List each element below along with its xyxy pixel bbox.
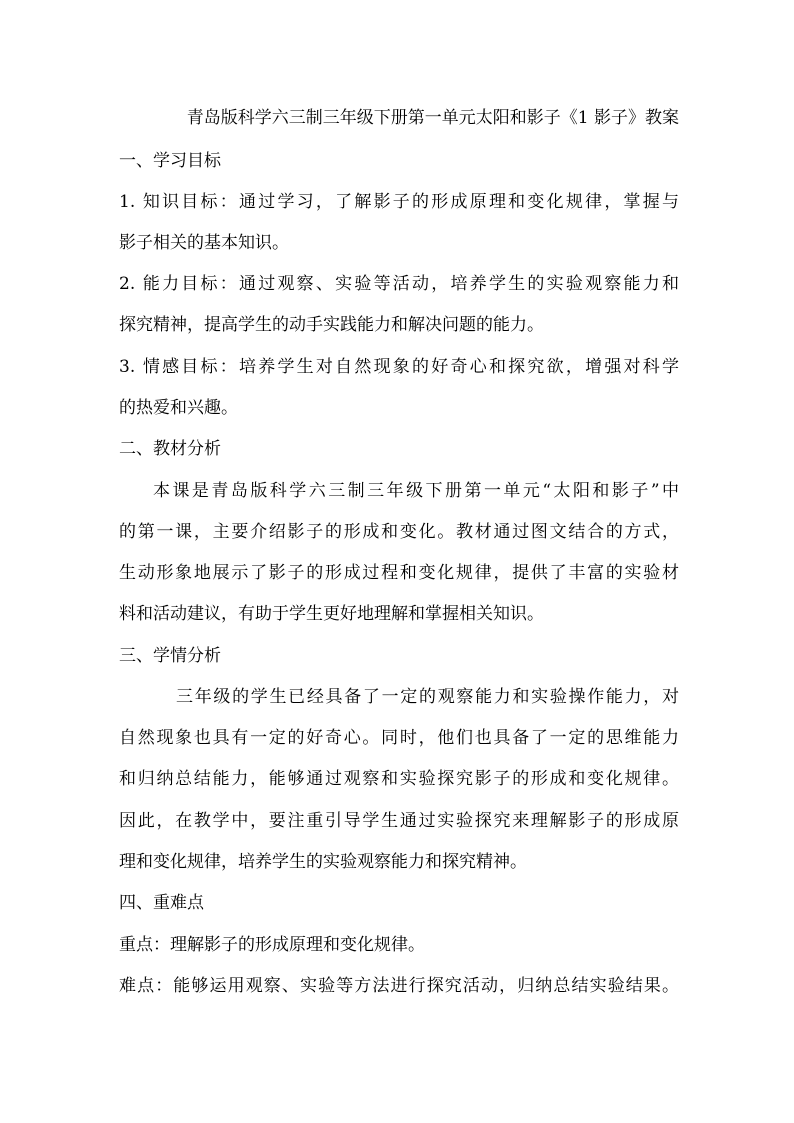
paragraph-line: 的热爱和兴趣。 — [119, 398, 238, 418]
paragraph-line: 和归纳总结能力，能够通过观察和实验探究影子的形成和变化规律。 — [119, 769, 679, 789]
paragraph-line: 料和活动建议，有助于学生更好地理解和掌握相关知识。 — [119, 604, 544, 624]
paragraph-line: 的第一课，主要介绍影子的形成和变化。教材通过图文结合的方式， — [119, 522, 679, 542]
difficulty-line: 难点：能够运用观察、实验等方法进行探究活动，归纳总结实验结果。 — [119, 976, 679, 996]
section-heading-key-points: 四、重难点 — [119, 893, 204, 913]
section-heading-objectives: 一、学习目标 — [119, 151, 221, 171]
paragraph-line: 三年级的学生已经具备了一定的观察能力和实验操作能力，对 — [176, 687, 679, 707]
section-heading-student-analysis: 三、学情分析 — [119, 646, 221, 666]
paragraph-line: 因此，在教学中，要注重引导学生通过实验探究来理解影子的形成原 — [119, 811, 679, 831]
paragraph-line: 2. 能力目标：通过观察、实验等活动，培养学生的实验观察能力和 — [119, 274, 679, 294]
paragraph-line: 理和变化规律，培养学生的实验观察能力和探究精神。 — [119, 852, 527, 872]
paragraph-line: 1. 知识目标：通过学习，了解影子的形成原理和变化规律，掌握与 — [119, 192, 679, 212]
document-title: 青岛版科学六三制三年级下册第一单元太阳和影子《1 影子》教案 — [186, 108, 679, 128]
section-heading-textbook-analysis: 二、教材分析 — [119, 439, 221, 459]
paragraph-line: 自然现象也具有一定的好奇心。同时，他们也具备了一定的思维能力 — [119, 728, 679, 748]
paragraph-line: 生动形象地展示了影子的形成过程和变化规律，提供了丰富的实验材 — [119, 563, 679, 583]
paragraph-line: 3. 情感目标：培养学生对自然现象的好奇心和探究欲，增强对科学 — [119, 357, 679, 377]
key-point-line: 重点：理解影子的形成原理和变化规律。 — [119, 935, 425, 955]
paragraph-line: 本课是青岛版科学六三制三年级下册第一单元“太阳和影子”中 — [153, 481, 679, 501]
paragraph-line: 探究精神，提高学生的动手实践能力和解决问题的能力。 — [119, 315, 544, 335]
paragraph-line: 影子相关的基本知识。 — [119, 233, 289, 253]
